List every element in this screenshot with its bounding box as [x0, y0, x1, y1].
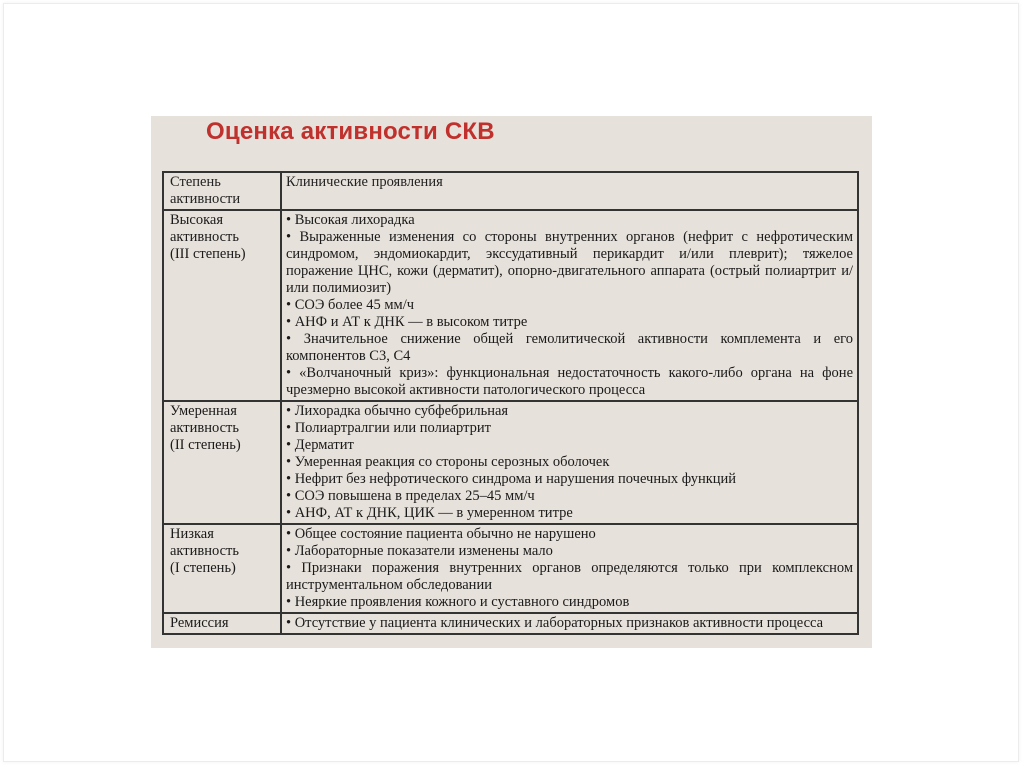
finding-item: • Дерматит	[286, 437, 853, 454]
grade-line: Умеренная	[170, 403, 237, 419]
findings-list	[286, 212, 853, 399]
finding-item: • Нефрит без нефротического синдрома и нарушения почечных функций	[286, 471, 853, 488]
header-grade-line: активности	[170, 191, 241, 207]
finding-item: • «Волчаночный криз»: функциональная недостаточность какого-либо органа на фоне чрезмерно высокой активности патологического процесса	[286, 365, 853, 399]
header-findings-cell: Клинические проявления	[281, 172, 858, 210]
grade-line: активность	[170, 229, 239, 245]
finding-item: • Умеренная реакция со стороны серозных оболочек	[286, 454, 853, 471]
finding-item: • Лабораторные показатели изменены мало	[286, 543, 853, 560]
grade-line: (II степень)	[170, 437, 241, 453]
grade-line: Низкая	[170, 526, 214, 542]
grade-line: активность	[170, 543, 239, 559]
table-row-moderate	[163, 401, 858, 524]
findings-cell	[281, 210, 858, 401]
activity-table	[162, 171, 859, 635]
finding-item: • Отсутствие у пациента клинических и лабораторных признаков активности процесса	[286, 615, 853, 632]
grade-line: Ремиссия	[170, 615, 229, 631]
finding-item: • СОЭ повышена в пределах 25–45 мм/ч	[286, 488, 853, 505]
findings-list	[286, 403, 853, 522]
findings-cell	[281, 401, 858, 524]
finding-item: • Высокая лихорадка	[286, 212, 853, 229]
slide-title: Оценка активности СКВ	[206, 118, 495, 145]
table-row-high	[163, 210, 858, 401]
finding-item: • Полиартралгии или полиартрит	[286, 420, 853, 437]
findings-list	[286, 615, 853, 632]
finding-item: • Общее состояние пациента обычно не нарушено	[286, 526, 853, 543]
finding-item: • АНФ, АТ к ДНК, ЦИК — в умеренном титре	[286, 505, 853, 522]
finding-item: • Признаки поражения внутренних органов определяются только при комплексном инструментальном обследовании	[286, 560, 853, 594]
grade-cell	[163, 613, 281, 634]
slide	[151, 116, 872, 648]
grade-line: Высокая	[170, 212, 224, 228]
finding-item: • СОЭ более 45 мм/ч	[286, 297, 853, 314]
finding-item: • Неяркие проявления кожного и суставного синдромов	[286, 594, 853, 611]
finding-item: • Выраженные изменения со стороны внутренних органов (нефрит с нефротическим синдромом, эндомиокардит, экссудативный перикардит и/или плеврит); тяжелое поражение ЦНС, кожи (дерматит), опорно-двигательного аппарата (острый полиартрит и/или полимиозит)	[286, 229, 853, 297]
finding-item: • Значительное снижение общей гемолитической активности комплемента и его компонентов С3, С4	[286, 331, 853, 365]
findings-cell	[281, 524, 858, 613]
table-row-low	[163, 524, 858, 613]
header-grade-cell	[163, 172, 281, 210]
grade-cell	[163, 524, 281, 613]
finding-item: • АНФ и АТ к ДНК — в высоком титре	[286, 314, 853, 331]
table-row-remission	[163, 613, 858, 634]
findings-list	[286, 526, 853, 611]
grade-line: активность	[170, 420, 239, 436]
header-grade-line: Степень	[170, 174, 221, 190]
findings-cell	[281, 613, 858, 634]
grade-line: (I степень)	[170, 560, 236, 576]
grade-line: (III степень)	[170, 246, 246, 262]
finding-item: • Лихорадка обычно субфебрильная	[286, 403, 853, 420]
grade-cell	[163, 401, 281, 524]
grade-cell	[163, 210, 281, 401]
table-header-row	[163, 172, 858, 210]
